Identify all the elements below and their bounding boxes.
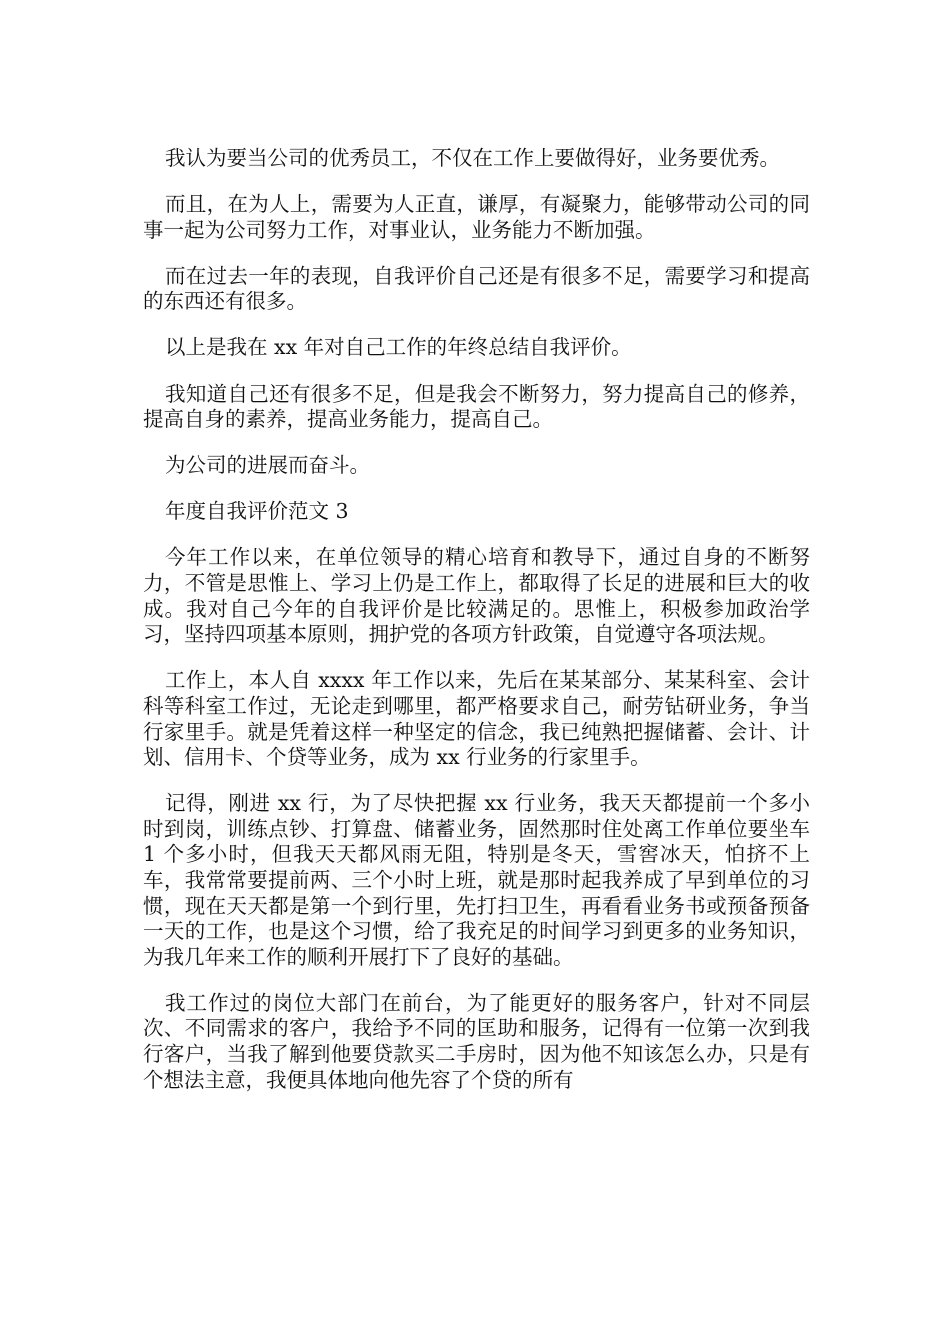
paragraph-7: 今年工作以来，在单位领导的精心培育和教导下，通过自身的不断努力，不管是思惟上、学习上仍是工作上，都取得了长足的进展和巨大的收成。我对自己今年的自我评价是比较满足的。思惟上，积极参加政治学习，坚持四项基本原则，拥护党的各项方针政策，自觉遵守各项法规。 [143,545,810,647]
paragraph-4: 以上是我在 xx 年对自己工作的年终总结自我评价。 [165,335,632,360]
paragraph-5: 我知道自己还有很多不足，但是我会不断努力，努力提高自己的修养，提高自身的素养，提高业务能力，提高自己。 [143,381,810,432]
paragraph-10: 我工作过的岗位大部门在前台，为了能更好的服务客户，针对不同层次、不同需求的客户，我给予不同的匡助和服务，记得有一位第一次到我行客户，当我了解到他要贷款买二手房时，因为他不知该怎么办，只是有个想法主意，我便具体地向他先容了个贷的所有 [143,990,810,1092]
paragraph-8: 工作上，本人自 xxxx 年工作以来，先后在某某部分、某某科室、会计科等科室工作过，无论走到哪里，都严格要求自己，耐劳钻研业务，争当行家里手。就是凭着这样一种坚定的信念，我已纯熟把握储蓄、会计、计划、信用卡、个贷等业务，成为 xx 行业务的行家里手。 [143,668,810,770]
paragraph-1: 我认为要当公司的优秀员工，不仅在工作上要做得好，业务要优秀。 [165,146,780,170]
paragraph-9: 记得，刚进 xx 行，为了尽快把握 xx 行业务，我天天都提前一个多小时到岗，训练点钞、打算盘、储蓄业务，固然那时住处离工作单位要坐车 1 个多小时，但我天天都风雨无阻，特别是冬天，雪窖冰天，怕挤不上车，我常常要提前两、三个小时上班，就是那时起我养成了早到单位的习惯，现在天天都是第一个到行里，先打扫卫生，再看看业务书或预备预备一天的工作，也是这个习惯，给了我充足的时间学习到更多的业务知识，为我几年来工作的顺利开展打下了良好的基础。 [143,791,810,969]
paragraph-3: 而在过去一年的表现，自我评价自己还是有很多不足，需要学习和提高的东西还有很多。 [143,263,810,314]
paragraph-2: 而且，在为人上，需要为人正直，谦厚，有凝聚力，能够带动公司的同事一起为公司努力工作，对事业认，业务能力不断加强。 [143,192,810,242]
section-heading: 年度自我评价范文 3 [165,499,349,524]
paragraph-6: 为公司的进展而奋斗。 [165,453,370,478]
document-body [143,146,810,1114]
